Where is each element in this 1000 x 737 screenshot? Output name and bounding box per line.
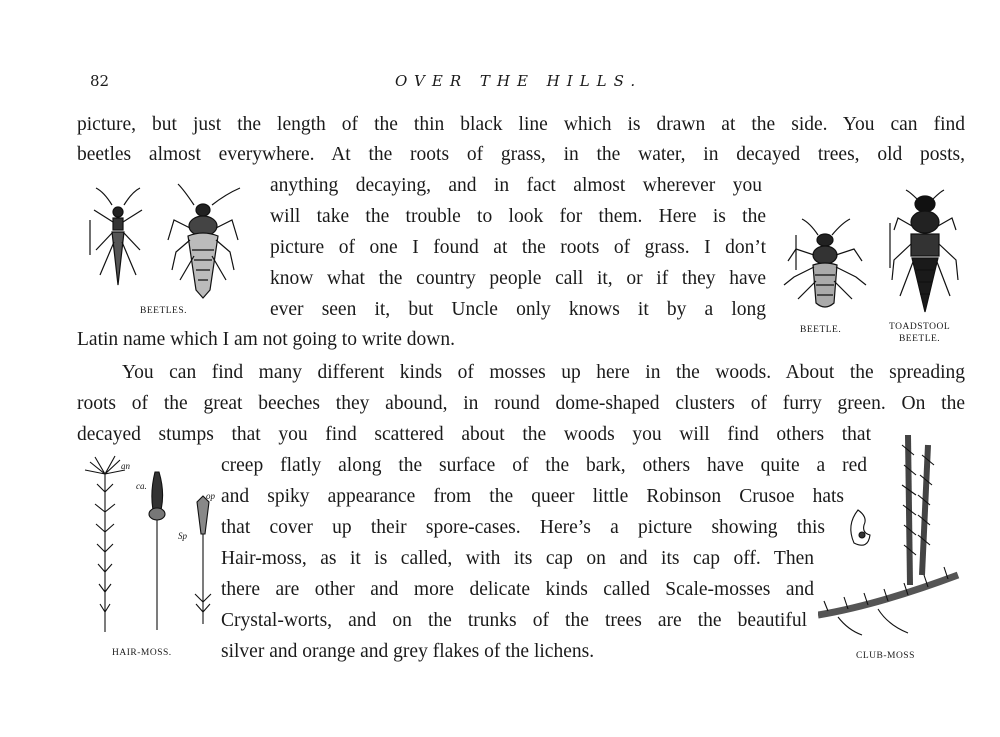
caption-beetles: BEETLES. (140, 306, 188, 316)
label-op: op (206, 491, 215, 501)
caption-beetle: BEETLE. (800, 325, 842, 335)
text-line: picture of one I found at the roots of grass. I don’t (270, 237, 766, 258)
caption-toadstool-line2: BEETLE. (898, 334, 941, 344)
text-line: Crystal-worts, and on the trunks of the trees are the beautiful (221, 610, 807, 631)
text-line: anything decaying, and in fact almost wherever you (270, 175, 762, 196)
label-sp: Sp (178, 531, 187, 541)
text-line: decayed stumps that you find scattered about the woods you will find others that (77, 424, 871, 445)
text-line: will take the trouble to look for them. Here is the (270, 206, 766, 227)
label-an: an (121, 461, 130, 471)
hair-moss-illustration (75, 452, 220, 642)
caption-toadstool-beetle (889, 321, 950, 345)
caption-club-moss: CLUB-MOSS (856, 651, 915, 661)
text-line: creep flatly along the surface of the bark, others have quite a red (221, 455, 867, 476)
toadstool-beetle-illustration (880, 188, 970, 316)
text-line: there are other and more delicate kinds called Scale-mosses and (221, 579, 814, 600)
text-line: ever seen it, but Uncle only knows it by a long (270, 299, 766, 320)
text-line: silver and orange and grey flakes of the lichens. (221, 641, 595, 662)
text-line: roots of the great beeches they abound, in round dome-shaped clusters of furry green. On the (77, 393, 965, 414)
running-title: OVER THE HILLS. (395, 72, 643, 90)
text-line: You can find many different kinds of mosses up here in the woods. About the spreading (122, 362, 965, 383)
beetle-illustration (780, 215, 870, 320)
text-line: picture, but just the length of the thin black line which is drawn at the side. You can find (77, 114, 965, 135)
club-moss-illustration (818, 425, 968, 645)
caption-toadstool-line1: TOADSTOOL (889, 322, 951, 332)
text-line: that cover up their spore-cases. Here’s a picture showing this (221, 517, 825, 538)
text-line: know what the country people call it, or if they have (270, 268, 766, 289)
text-line: beetles almost everywhere. At the roots of grass, in the water, in decayed trees, old posts, (77, 144, 965, 165)
beetles-illustration (82, 180, 262, 300)
label-ca: ca. (136, 481, 147, 491)
text-line: Latin name which I am not going to write down. (77, 329, 456, 350)
caption-hair-moss: HAIR-MOSS. (112, 648, 172, 658)
text-line: and spiky appearance from the queer little Robinson Crusoe hats (221, 486, 844, 507)
text-line: Hair-moss, as it is called, with its cap on and its cap off. Then (221, 548, 814, 569)
page-number: 82 (90, 72, 110, 90)
